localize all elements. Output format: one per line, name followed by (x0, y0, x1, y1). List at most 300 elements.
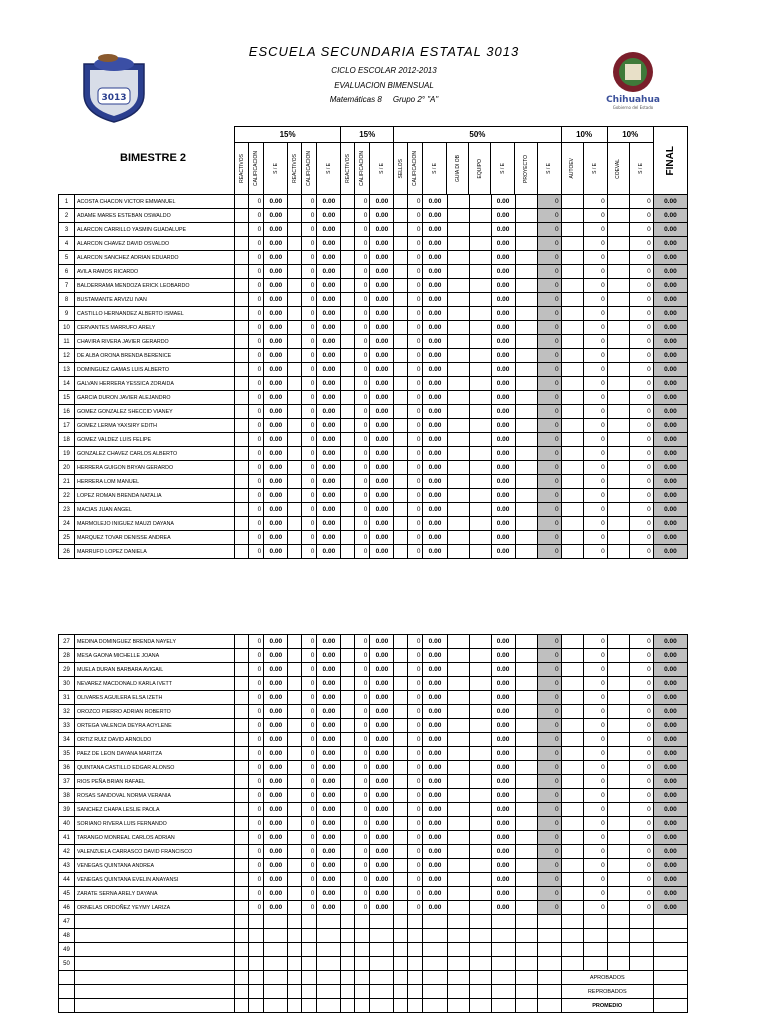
blank-cell (423, 985, 447, 999)
score-cell: 0 (249, 195, 264, 209)
score-cell: 0 (583, 817, 607, 831)
blank-cell (394, 405, 408, 419)
blank-cell (341, 461, 355, 475)
grade-cell: 0.00 (491, 845, 515, 859)
table-row (59, 503, 688, 517)
score-cell: 0 (583, 209, 607, 223)
score-cell: 0 (583, 545, 607, 559)
grade-cell: 0.00 (317, 761, 341, 775)
score-cell: 0 (583, 433, 607, 447)
grade-cell: 0.00 (264, 363, 288, 377)
grade-cell: 0.00 (423, 279, 447, 293)
score-cell: 0 (302, 433, 317, 447)
grade-cell: 0.00 (491, 279, 515, 293)
blank-cell (302, 971, 317, 985)
score-cell: 0 (408, 789, 423, 803)
blank-cell (235, 761, 249, 775)
grade-cell: 0.00 (370, 391, 394, 405)
blank-cell (341, 845, 355, 859)
score-cell: 0 (355, 349, 370, 363)
row-number: 5 (59, 251, 75, 265)
score-cell: 0 (408, 265, 423, 279)
grade-cell: 0.00 (264, 447, 288, 461)
grade-cell: 0.00 (370, 377, 394, 391)
grade-cell: 0.00 (423, 405, 447, 419)
row-number: 32 (59, 705, 75, 719)
blank-cell (235, 845, 249, 859)
student-name: LOPEZ ROMAN BRENDA NATALIA (75, 489, 235, 503)
score-cell: 0 (355, 363, 370, 377)
score-cell: 0 (355, 817, 370, 831)
score-cell: 0 (537, 195, 561, 209)
score-cell: 0 (408, 733, 423, 747)
column-header: SELLOS (394, 143, 408, 195)
final-grade-cell: 0.00 (653, 719, 687, 733)
grade-cell: 0.00 (317, 461, 341, 475)
score-cell: 0 (537, 237, 561, 251)
blank-cell (607, 915, 629, 929)
blank-cell (515, 377, 537, 391)
grade-cell: 0.00 (264, 663, 288, 677)
grade-cell: 0.00 (317, 349, 341, 363)
blank-cell (394, 195, 408, 209)
score-cell: 0 (629, 195, 653, 209)
svg-text:Gobierno del Estado: Gobierno del Estado (612, 105, 654, 110)
blank-cell (302, 929, 317, 943)
blank-cell (341, 775, 355, 789)
grade-cell: 0.00 (491, 293, 515, 307)
blank-cell (235, 433, 249, 447)
blank-cell (370, 943, 394, 957)
score-cell: 0 (249, 307, 264, 321)
grade-cell: 0.00 (264, 887, 288, 901)
blank-cell (235, 391, 249, 405)
row-number: 21 (59, 475, 75, 489)
blank-cell (561, 237, 583, 251)
score-cell: 0 (302, 307, 317, 321)
blank-cell (515, 901, 537, 915)
score-cell: 0 (249, 789, 264, 803)
blank-cell (561, 635, 583, 649)
blank-cell (515, 433, 537, 447)
blank-cell (288, 237, 302, 251)
grade-cell: 0.00 (423, 775, 447, 789)
blank-cell (515, 545, 537, 559)
column-header: PROYECTO (515, 143, 537, 195)
grade-cell: 0.00 (370, 761, 394, 775)
final-grade-cell: 0.00 (653, 503, 687, 517)
blank-cell (607, 663, 629, 677)
grade-cell: 0.00 (317, 677, 341, 691)
blank-cell (394, 349, 408, 363)
score-cell: 0 (629, 789, 653, 803)
grade-cell: 0.00 (370, 803, 394, 817)
grade-cell: 0.00 (264, 859, 288, 873)
column-header: REACTIVOS (341, 143, 355, 195)
row-number: 6 (59, 265, 75, 279)
grade-cell: 0.00 (264, 293, 288, 307)
grade-cell: 0.00 (370, 265, 394, 279)
blank-cell (515, 531, 537, 545)
grade-cell: 0.00 (264, 649, 288, 663)
blank-cell (408, 971, 423, 985)
blank-cell (469, 461, 491, 475)
blank-cell (341, 307, 355, 321)
final-grade-cell: 0.00 (653, 649, 687, 663)
grade-cell: 0.00 (317, 279, 341, 293)
score-cell: 0 (537, 775, 561, 789)
blank-cell (469, 719, 491, 733)
table-row (59, 747, 688, 761)
blank-cell (264, 999, 288, 1013)
grade-cell: 0.00 (491, 803, 515, 817)
blank-cell (394, 775, 408, 789)
blank-cell (317, 999, 341, 1013)
blank-cell (235, 447, 249, 461)
blank-cell (394, 789, 408, 803)
blank-cell (341, 831, 355, 845)
score-cell: 0 (249, 265, 264, 279)
grade-cell: 0.00 (491, 195, 515, 209)
grade-cell: 0.00 (423, 531, 447, 545)
table-row (59, 251, 688, 265)
blank-cell (341, 293, 355, 307)
score-cell: 0 (583, 761, 607, 775)
blank-cell (607, 887, 629, 901)
grade-cell: 0.00 (317, 635, 341, 649)
score-cell: 0 (408, 817, 423, 831)
score-cell: 0 (355, 705, 370, 719)
blank-cell (235, 209, 249, 223)
grade-cell: 0.00 (264, 195, 288, 209)
grade-cell: 0.00 (264, 349, 288, 363)
blank-cell (447, 957, 469, 971)
score-cell: 0 (249, 775, 264, 789)
blank-cell (447, 447, 469, 461)
blank-cell (264, 929, 288, 943)
score-cell: 0 (408, 859, 423, 873)
blank-cell (235, 719, 249, 733)
blank-cell (447, 873, 469, 887)
score-cell: 0 (629, 405, 653, 419)
score-cell: 0 (583, 377, 607, 391)
blank-cell (469, 447, 491, 461)
blank-cell (561, 461, 583, 475)
blank-cell (370, 985, 394, 999)
score-cell: 0 (302, 517, 317, 531)
blank-cell (288, 265, 302, 279)
blank-cell (491, 929, 515, 943)
blank-cell (515, 747, 537, 761)
score-cell: 0 (302, 223, 317, 237)
blank-cell (408, 943, 423, 957)
student-name: OROZCO PIERRO ADRIAN ROBERTO (75, 705, 235, 719)
table-row (59, 649, 688, 663)
grade-cell: 0.00 (423, 705, 447, 719)
blank-cell (447, 489, 469, 503)
score-cell: 0 (629, 649, 653, 663)
score-cell: 0 (583, 237, 607, 251)
final-grade-cell: 0.00 (653, 475, 687, 489)
blank-cell (537, 957, 561, 971)
final-grade-cell: 0.00 (653, 223, 687, 237)
blank-cell (447, 803, 469, 817)
blank-cell (469, 971, 491, 985)
score-cell: 0 (355, 761, 370, 775)
column-header: S / E (264, 143, 288, 195)
grade-cell: 0.00 (491, 831, 515, 845)
student-name: CHAVIRA RIVERA JAVIER GERARDO (75, 335, 235, 349)
score-cell: 0 (408, 195, 423, 209)
blank-cell (561, 265, 583, 279)
bimester-label: BIMESTRE 2 (120, 152, 187, 164)
blank-cell (394, 719, 408, 733)
blank-cell (653, 929, 687, 943)
blank-cell (607, 859, 629, 873)
score-cell: 0 (302, 803, 317, 817)
blank-cell (607, 307, 629, 321)
score-cell: 0 (629, 363, 653, 377)
blank-cell (394, 531, 408, 545)
row-number: 3 (59, 223, 75, 237)
row-number: 11 (59, 335, 75, 349)
blank-cell (235, 531, 249, 545)
student-name: ACOSTA CHACON VICTOR EMMANUEL (75, 195, 235, 209)
grade-cell: 0.00 (264, 405, 288, 419)
score-cell: 0 (249, 377, 264, 391)
blank-cell (341, 279, 355, 293)
grade-cell: 0.00 (491, 405, 515, 419)
score-cell: 0 (355, 251, 370, 265)
grade-cell: 0.00 (264, 747, 288, 761)
grade-cell: 0.00 (317, 433, 341, 447)
blank-cell (317, 943, 341, 957)
blank-cell (235, 691, 249, 705)
blank-cell (75, 957, 235, 971)
score-cell: 0 (355, 209, 370, 223)
blank-cell (515, 503, 537, 517)
score-cell: 0 (249, 859, 264, 873)
blank-cell (607, 761, 629, 775)
grade-cell: 0.00 (264, 831, 288, 845)
group-15-2: 15% (341, 127, 394, 143)
score-cell: 0 (249, 831, 264, 845)
score-cell: 0 (249, 503, 264, 517)
blank-cell (235, 265, 249, 279)
blank-cell (469, 999, 491, 1013)
blank-cell (469, 635, 491, 649)
final-grade-cell: 0.00 (653, 775, 687, 789)
score-cell: 0 (408, 433, 423, 447)
final-grade-cell: 0.00 (653, 545, 687, 559)
table-row (59, 223, 688, 237)
blank-cell (629, 943, 653, 957)
score-cell: 0 (302, 349, 317, 363)
grade-cell: 0.00 (264, 901, 288, 915)
student-name: PAEZ DE LEON DAYANA MARITZA (75, 747, 235, 761)
final-grade-cell: 0.00 (653, 747, 687, 761)
score-cell: 0 (355, 831, 370, 845)
row-number: 28 (59, 649, 75, 663)
score-cell: 0 (249, 335, 264, 349)
score-cell: 0 (583, 831, 607, 845)
blank-cell (235, 461, 249, 475)
blank-cell (515, 293, 537, 307)
grade-cell: 0.00 (491, 789, 515, 803)
score-cell: 0 (629, 293, 653, 307)
blank-cell (447, 845, 469, 859)
blank-cell (515, 461, 537, 475)
blank-cell (469, 251, 491, 265)
grade-cell: 0.00 (317, 251, 341, 265)
table-row (59, 845, 688, 859)
final-grade-cell: 0.00 (653, 733, 687, 747)
score-cell: 0 (302, 859, 317, 873)
blank-cell (235, 649, 249, 663)
grade-cell: 0.00 (317, 265, 341, 279)
final-grade-cell: 0.00 (653, 349, 687, 363)
table-row (59, 775, 688, 789)
score-cell: 0 (408, 237, 423, 251)
blank-cell (537, 971, 561, 985)
blank-cell (447, 677, 469, 691)
blank-cell (515, 349, 537, 363)
blank-cell (394, 957, 408, 971)
score-cell: 0 (249, 433, 264, 447)
score-cell: 0 (302, 377, 317, 391)
score-cell: 0 (302, 461, 317, 475)
blank-cell (515, 915, 537, 929)
score-cell: 0 (355, 447, 370, 461)
blank-cell (235, 957, 249, 971)
score-cell: 0 (302, 761, 317, 775)
blank-cell (561, 377, 583, 391)
blank-cell (75, 985, 235, 999)
score-cell: 0 (249, 517, 264, 531)
blank-cell (288, 747, 302, 761)
score-cell: 0 (629, 335, 653, 349)
final-grade-cell: 0.00 (653, 517, 687, 531)
score-cell: 0 (408, 845, 423, 859)
blank-cell (288, 489, 302, 503)
evaluation-label: EVALUACION BIMENSUAL (334, 81, 434, 90)
table-row (59, 859, 688, 873)
score-cell: 0 (302, 419, 317, 433)
blank-cell (469, 195, 491, 209)
score-cell: 0 (537, 831, 561, 845)
blank-cell (288, 691, 302, 705)
score-cell: 0 (249, 461, 264, 475)
blank-cell (447, 705, 469, 719)
blank-cell (75, 943, 235, 957)
blank-cell (515, 321, 537, 335)
blank-cell (515, 307, 537, 321)
blank-cell (394, 321, 408, 335)
grade-cell: 0.00 (423, 251, 447, 265)
blank-cell (235, 873, 249, 887)
row-number: 41 (59, 831, 75, 845)
score-cell: 0 (629, 817, 653, 831)
score-cell: 0 (302, 733, 317, 747)
blank-cell (264, 985, 288, 999)
grade-cell: 0.00 (317, 817, 341, 831)
score-cell: 0 (408, 635, 423, 649)
row-number: 24 (59, 517, 75, 531)
blank-cell (469, 237, 491, 251)
blank-cell (235, 915, 249, 929)
grade-cell: 0.00 (317, 391, 341, 405)
grade-cell: 0.00 (264, 789, 288, 803)
blank-cell (469, 503, 491, 517)
student-name: VENEGAS QUINTANA ANDREA (75, 859, 235, 873)
score-cell: 0 (537, 545, 561, 559)
blank-cell (447, 775, 469, 789)
final-grade-cell: 0.00 (653, 635, 687, 649)
score-cell: 0 (629, 321, 653, 335)
score-cell: 0 (302, 663, 317, 677)
grade-cell: 0.00 (264, 335, 288, 349)
score-cell: 0 (408, 887, 423, 901)
blank-cell (561, 209, 583, 223)
student-name: DOMINGUEZ GAMAS LUIS ALBERTO (75, 363, 235, 377)
final-grade-cell: 0.00 (653, 237, 687, 251)
blank-cell (607, 237, 629, 251)
blank-cell (235, 335, 249, 349)
blank-cell (408, 957, 423, 971)
table-row (59, 195, 688, 209)
grade-cell: 0.00 (317, 223, 341, 237)
blank-cell (394, 985, 408, 999)
score-cell: 0 (537, 461, 561, 475)
score-cell: 0 (249, 251, 264, 265)
grade-cell: 0.00 (370, 747, 394, 761)
blank-cell (515, 475, 537, 489)
grade-cell: 0.00 (264, 489, 288, 503)
score-cell: 0 (537, 789, 561, 803)
blank-cell (288, 279, 302, 293)
blank-cell (469, 663, 491, 677)
final-grade-cell: 0.00 (653, 461, 687, 475)
score-cell: 0 (355, 803, 370, 817)
grade-cell: 0.00 (264, 761, 288, 775)
blank-cell (264, 957, 288, 971)
blank-cell (491, 943, 515, 957)
row-number: 22 (59, 489, 75, 503)
score-cell: 0 (302, 503, 317, 517)
grade-cell: 0.00 (370, 649, 394, 663)
blank-cell (394, 293, 408, 307)
blank-cell (469, 957, 491, 971)
blank-cell (394, 377, 408, 391)
blank-cell (288, 733, 302, 747)
blank-cell (561, 391, 583, 405)
blank-cell (288, 447, 302, 461)
score-cell: 0 (537, 663, 561, 677)
blank-cell (447, 887, 469, 901)
grade-cell: 0.00 (370, 831, 394, 845)
student-name: MARQUEZ TOVAR DENISSE ANDREA (75, 531, 235, 545)
grade-cell: 0.00 (264, 705, 288, 719)
grade-cell: 0.00 (423, 377, 447, 391)
blank-cell (341, 663, 355, 677)
final-grade-cell: 0.00 (653, 321, 687, 335)
score-cell: 0 (249, 489, 264, 503)
blank-cell (394, 677, 408, 691)
column-header: COEVAL (607, 143, 629, 195)
final-grade-cell: 0.00 (653, 803, 687, 817)
blank-cell (469, 335, 491, 349)
row-number: 15 (59, 391, 75, 405)
